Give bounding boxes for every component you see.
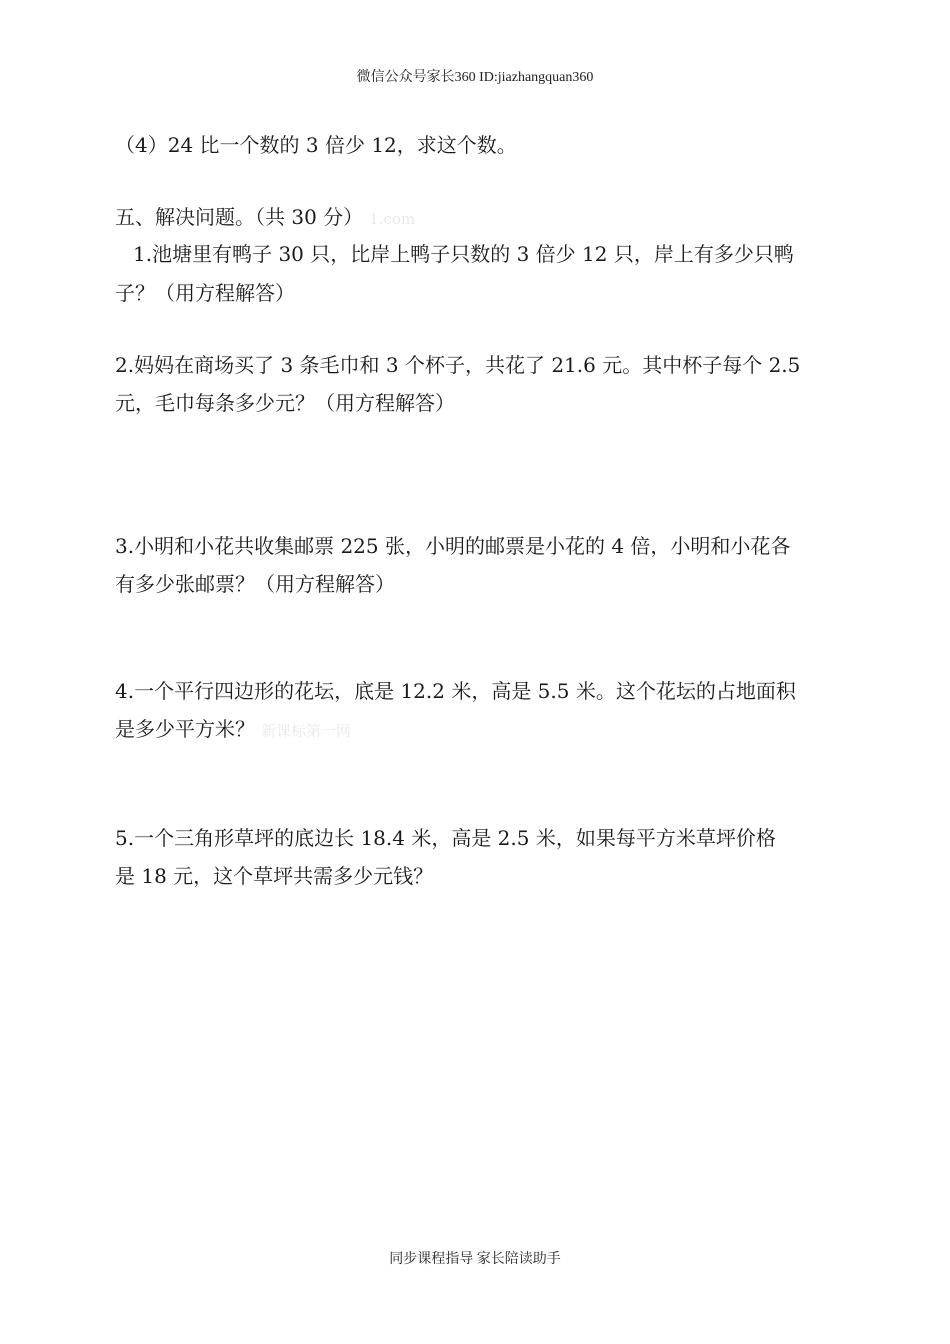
problem-3-line-2: 有多少张邮票？（用方程解答） xyxy=(115,572,395,596)
page-header: 微信公众号家长360 ID:jiazhangquan360 xyxy=(356,70,594,85)
watermark-text: 1.com xyxy=(369,210,416,228)
problem-5-line-2: 是 18 元，这个草坪共需多少元钱？ xyxy=(115,864,434,888)
problem-2-line-1: 2.妈妈在商场买了 3 条毛巾和 3 个杯子，共花了 21.6 元。其中杯子每个 2.5 xyxy=(115,353,801,377)
problem-2-line-2: 元，毛巾每条多少元？（用方程解答） xyxy=(115,391,455,415)
problem-5-line-1: 5.一个三角形草坪的底边长 18.4 米，高是 2.5 米，如果每平方米草坪价格 xyxy=(115,826,776,850)
section-title xyxy=(115,203,415,233)
problem-3-line-1: 3.小明和小花共收集邮票 225 张，小明的邮票是小花的 4 倍，小明和小花各 xyxy=(115,534,791,558)
problem-4-line-2-text: 是多少平方米？ xyxy=(115,717,255,741)
problem-4-line-1: 4.一个平行四边形的花坛，底是 12.2 米，高是 5.5 米。这个花坛的占地面积 xyxy=(115,679,796,703)
watermark-text: 新课标第一网 xyxy=(261,722,352,740)
page-footer: 同步课程指导 家长陪读助手 xyxy=(389,1252,561,1267)
section-title-text: 五、解决问题。（共 30 分） xyxy=(115,205,364,229)
question-4: （4）24 比一个数的 3 倍少 12，求这个数。 xyxy=(115,133,517,157)
problem-4-line-2 xyxy=(115,715,351,745)
problem-1-line-1: 1.池塘里有鸭子 30 只，比岸上鸭子只数的 3 倍少 12 只，岸上有多少只鸭 xyxy=(133,242,794,266)
problem-1-line-2: 子？（用方程解答） xyxy=(115,281,295,305)
